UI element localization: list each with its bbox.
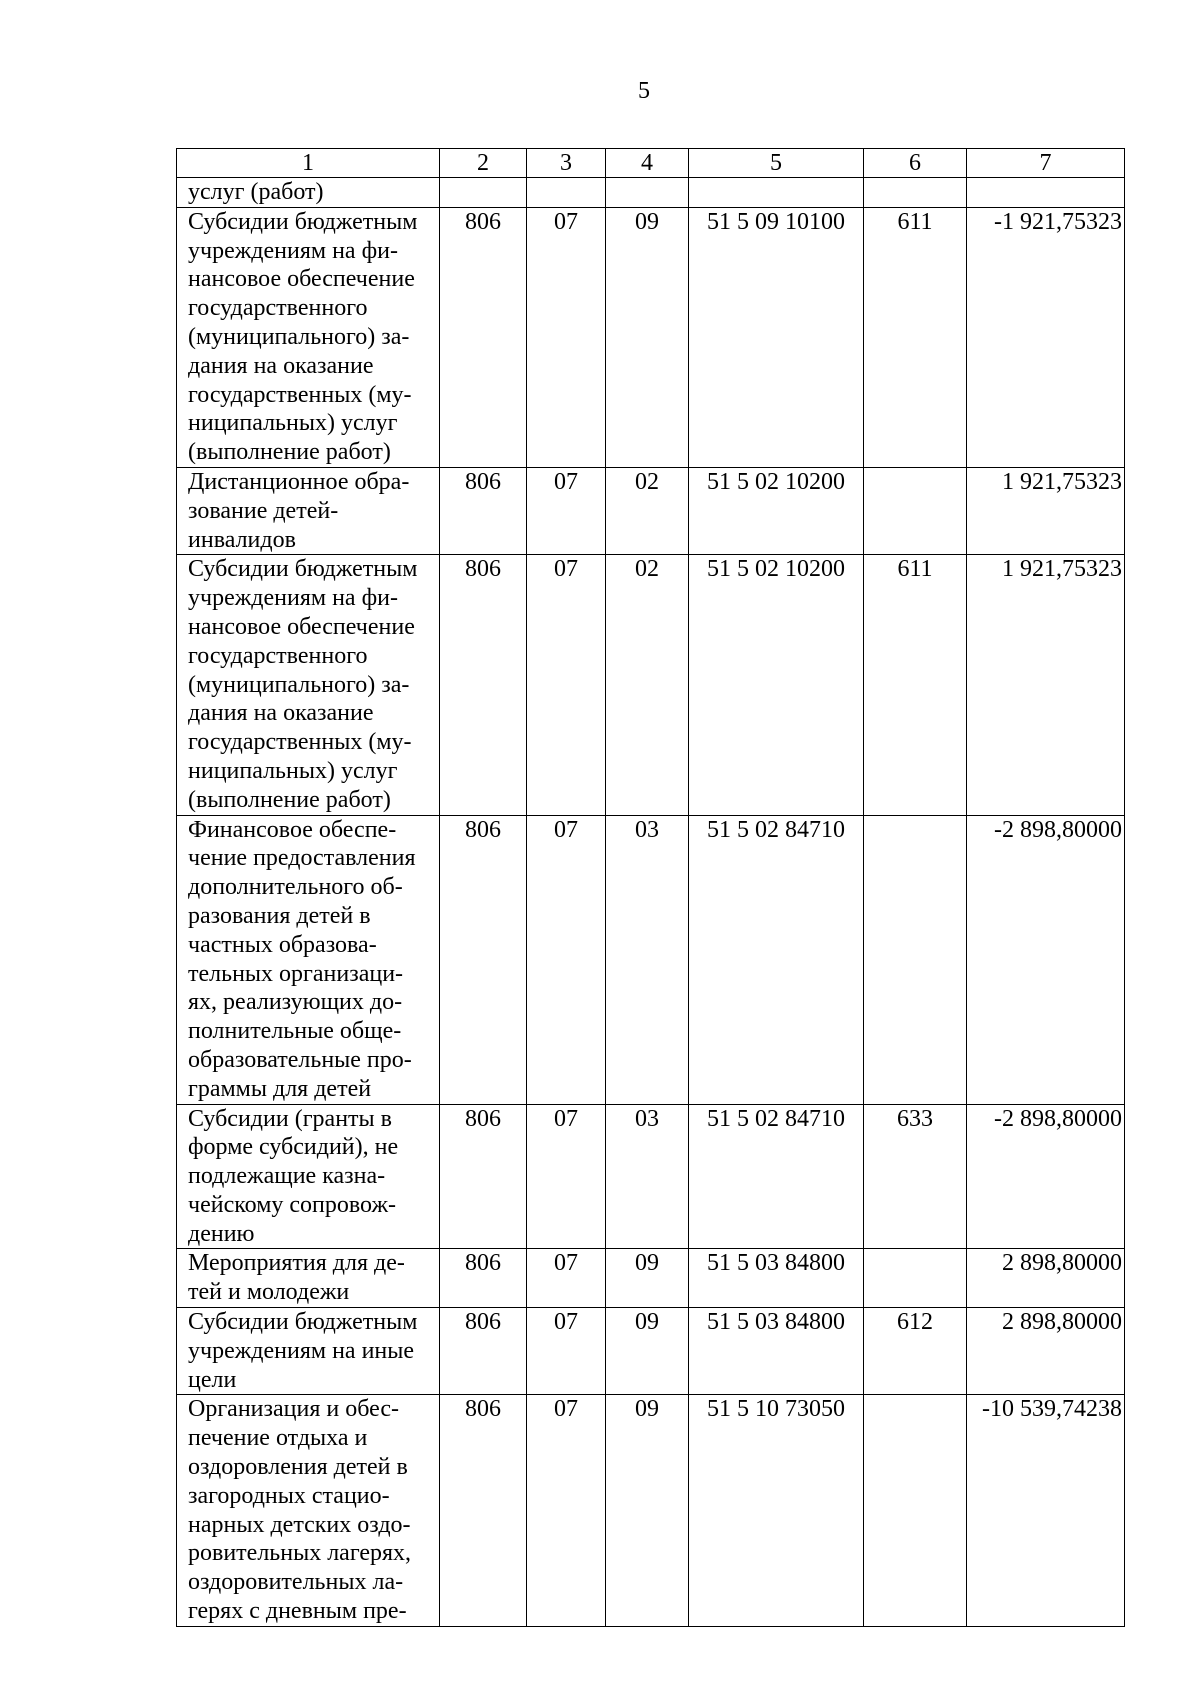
cell-chapter: 806	[440, 1249, 527, 1308]
table-row	[177, 555, 1125, 815]
cell-name-line: государственных (му-	[188, 729, 412, 756]
header-cell-5: 5	[689, 149, 864, 178]
cell-name-line: государственного	[188, 295, 368, 322]
budget-table	[176, 148, 1125, 1627]
cell-name-line: полнительные обще-	[188, 1018, 402, 1045]
cell-amount: -1 921,75323	[967, 207, 1125, 467]
table-row	[177, 1249, 1125, 1308]
cell-name-line: Мероприятия для де-	[188, 1250, 405, 1277]
cell-target-article	[689, 178, 864, 208]
cell-name-line: частных образова-	[188, 931, 377, 958]
cell-name	[177, 1104, 440, 1249]
cell-subsection: 09	[606, 1249, 689, 1308]
cell-subsection	[606, 178, 689, 208]
cell-subsection: 09	[606, 1395, 689, 1626]
header-cell-6: 6	[864, 149, 967, 178]
cell-name-line: учреждениям на фи-	[188, 585, 398, 612]
cell-subsection: 09	[606, 207, 689, 467]
cell-name-line: нарных детских оздо-	[188, 1511, 411, 1538]
cell-name	[177, 467, 440, 554]
table-row	[177, 467, 1125, 554]
cell-expense-type: 633	[864, 1104, 967, 1249]
cell-name-line: (муниципального) за-	[188, 671, 410, 698]
cell-target-article: 51 5 09 10100	[689, 207, 864, 467]
cell-name-line: тей и молодежи	[188, 1279, 350, 1306]
cell-target-article: 51 5 02 10200	[689, 555, 864, 815]
cell-name-line: нансовое обеспечение	[188, 613, 415, 640]
cell-section: 07	[527, 207, 606, 467]
cell-section: 07	[527, 1308, 606, 1395]
cell-name-line: дания на оказание	[188, 352, 374, 379]
table-row	[177, 1104, 1125, 1249]
cell-name-line: дению	[188, 1220, 255, 1247]
cell-target-article: 51 5 02 84710	[689, 1104, 864, 1249]
cell-target-article: 51 5 02 10200	[689, 467, 864, 554]
cell-name-line: ровительных лагерях,	[188, 1540, 412, 1567]
cell-name-line: государственных (му-	[188, 381, 412, 408]
header-cell-2: 2	[440, 149, 527, 178]
cell-amount: -2 898,80000	[967, 815, 1125, 1104]
cell-subsection: 02	[606, 467, 689, 554]
cell-name-line: дания на оказание	[188, 700, 374, 727]
cell-target-article: 51 5 10 73050	[689, 1395, 864, 1626]
cell-amount: -2 898,80000	[967, 1104, 1125, 1249]
cell-amount: 1 921,75323	[967, 555, 1125, 815]
cell-name-line: зование детей-	[188, 497, 339, 524]
table-row	[177, 178, 1125, 208]
cell-subsection: 09	[606, 1308, 689, 1395]
cell-section: 07	[527, 1104, 606, 1249]
cell-name-line: государственного	[188, 642, 368, 669]
header-cell-7: 7	[967, 149, 1125, 178]
cell-amount	[967, 178, 1125, 208]
cell-chapter: 806	[440, 467, 527, 554]
cell-name	[177, 555, 440, 815]
cell-amount: 1 921,75323	[967, 467, 1125, 554]
cell-amount: 2 898,80000	[967, 1308, 1125, 1395]
cell-name-line: (выполнение работ)	[188, 439, 391, 466]
cell-expense-type	[864, 467, 967, 554]
cell-name	[177, 1308, 440, 1395]
cell-section: 07	[527, 1249, 606, 1308]
cell-name-line: граммы для детей	[188, 1075, 372, 1102]
page-number: 5	[638, 78, 650, 104]
cell-expense-type	[864, 815, 967, 1104]
table-row	[177, 815, 1125, 1104]
header-cell-1: 1	[177, 149, 440, 178]
table-row	[177, 207, 1125, 467]
cell-name-line: оздоровительных ла-	[188, 1569, 404, 1596]
cell-name	[177, 1249, 440, 1308]
cell-expense-type: 611	[864, 555, 967, 815]
cell-subsection: 03	[606, 815, 689, 1104]
header-cell-3: 3	[527, 149, 606, 178]
cell-name-line: инвалидов	[188, 526, 296, 553]
table-row	[177, 1308, 1125, 1395]
cell-section: 07	[527, 555, 606, 815]
cell-section	[527, 178, 606, 208]
cell-target-article: 51 5 03 84800	[689, 1249, 864, 1308]
cell-expense-type: 612	[864, 1308, 967, 1395]
cell-subsection: 02	[606, 555, 689, 815]
cell-name	[177, 207, 440, 467]
cell-name-line: оздоровления детей в	[188, 1454, 408, 1481]
cell-name	[177, 815, 440, 1104]
cell-chapter: 806	[440, 1308, 527, 1395]
cell-name-line: тельных организаци-	[188, 960, 404, 987]
cell-name-line: учреждениям на иные	[188, 1337, 415, 1364]
cell-amount: 2 898,80000	[967, 1249, 1125, 1308]
cell-name-line: (выполнение работ)	[188, 786, 391, 813]
cell-chapter: 806	[440, 1395, 527, 1626]
cell-expense-type	[864, 178, 967, 208]
cell-chapter: 806	[440, 207, 527, 467]
cell-section: 07	[527, 467, 606, 554]
cell-name-line: Финансовое обеспе-	[188, 816, 397, 843]
cell-name	[177, 1395, 440, 1626]
cell-name-line: печение отдыха и	[188, 1425, 368, 1452]
table-header-row	[177, 149, 1125, 178]
table-row	[177, 1395, 1125, 1626]
cell-chapter: 806	[440, 1104, 527, 1249]
cell-name-line: Организация и обес-	[188, 1396, 400, 1423]
header-cell-4: 4	[606, 149, 689, 178]
cell-name-line: герях с дневным пре-	[188, 1598, 407, 1625]
cell-chapter: 806	[440, 815, 527, 1104]
cell-name-line: ниципальных) услуг	[188, 410, 398, 437]
cell-name-line: Субсидии (гранты в	[188, 1105, 392, 1132]
cell-expense-type	[864, 1395, 967, 1626]
cell-section: 07	[527, 1395, 606, 1626]
cell-name-line: ях, реализующих до-	[188, 989, 403, 1016]
cell-subsection: 03	[606, 1104, 689, 1249]
cell-name-line: разования детей в	[188, 902, 371, 929]
cell-name-line: Субсидии бюджетным	[188, 208, 418, 235]
cell-name-line: чейскому сопровож-	[188, 1191, 397, 1218]
cell-chapter: 806	[440, 555, 527, 815]
cell-name-line: подлежащие казна-	[188, 1163, 386, 1190]
cell-name-line: Субсидии бюджетным	[188, 1309, 418, 1336]
cell-name-line: образовательные про-	[188, 1046, 412, 1073]
cell-name	[177, 178, 440, 208]
cell-expense-type	[864, 1249, 967, 1308]
cell-target-article: 51 5 02 84710	[689, 815, 864, 1104]
cell-name-line: (муниципального) за-	[188, 323, 410, 350]
cell-amount: -10 539,74238	[967, 1395, 1125, 1626]
cell-name-line: дополнительного об-	[188, 874, 403, 901]
table-body	[177, 178, 1125, 1627]
cell-name-line: цели	[188, 1366, 237, 1393]
cell-target-article: 51 5 03 84800	[689, 1308, 864, 1395]
cell-chapter	[440, 178, 527, 208]
cell-name-line: учреждениям на фи-	[188, 237, 398, 264]
cell-name-line: Дистанционное обра-	[188, 468, 410, 495]
cell-section: 07	[527, 815, 606, 1104]
cell-name-line: Субсидии бюджетным	[188, 556, 418, 583]
cell-name-line: ниципальных) услуг	[188, 757, 398, 784]
cell-name-line: форме субсидий), не	[188, 1134, 399, 1161]
cell-name-line: услуг (работ)	[188, 179, 324, 205]
cell-name-line: нансовое обеспечение	[188, 266, 415, 293]
cell-expense-type: 611	[864, 207, 967, 467]
cell-name-line: загородных стацио-	[188, 1482, 390, 1509]
cell-name-line: чение предоставления	[188, 845, 416, 872]
